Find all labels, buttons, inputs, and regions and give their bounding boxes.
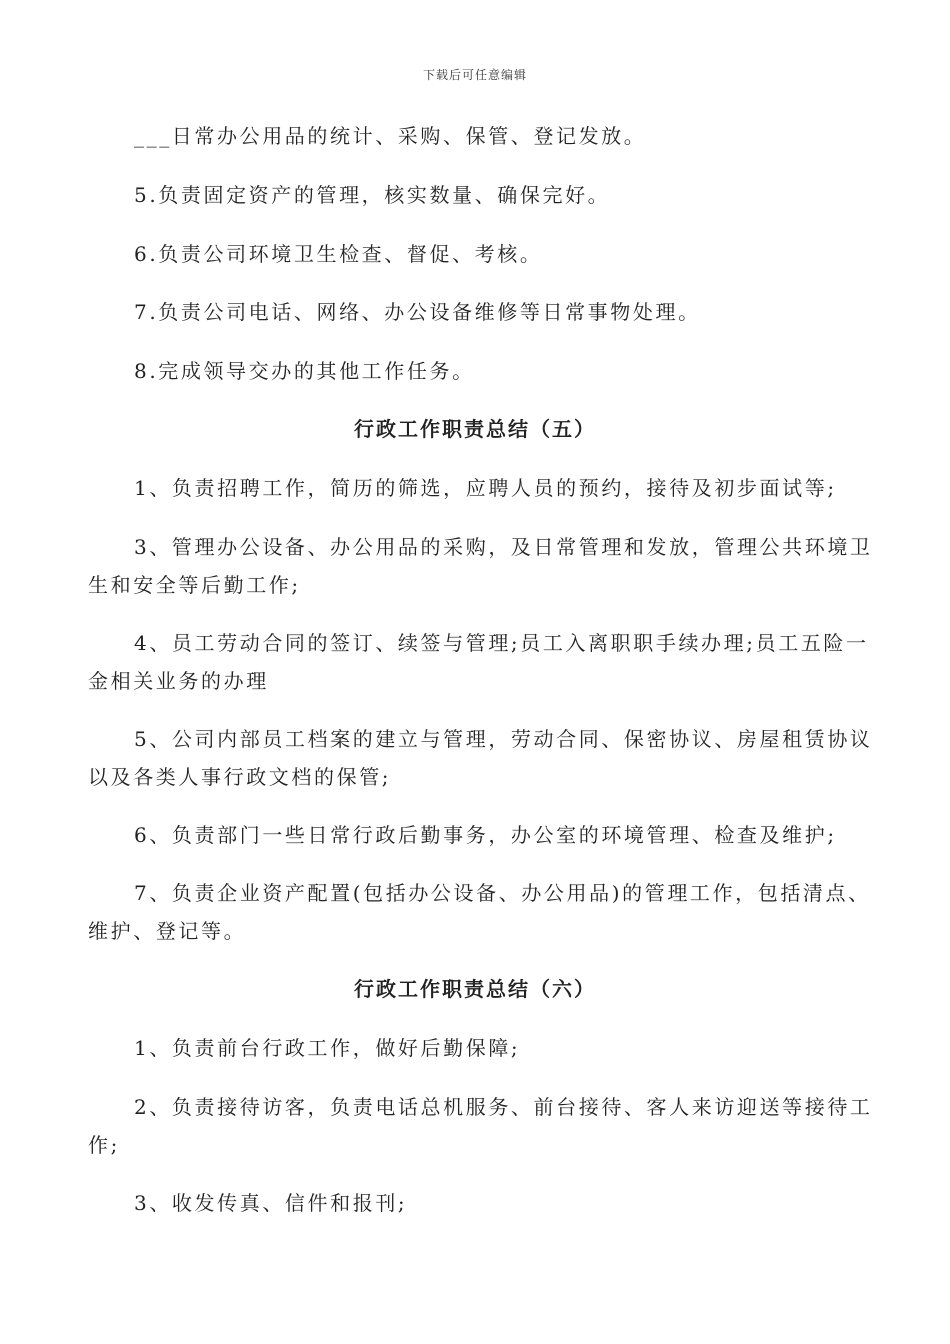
paragraph-line: 8.完成领导交办的其他工作任务。 [134,359,475,383]
paragraph-line: 1、负责前台行政工作，做好后勤保障; [134,1036,521,1060]
paragraph-line: 7、负责企业资产配置(包括办公设备、办公用品)的管理工作，包括清点、 [134,881,871,905]
header-note: 下载后可任意编辑 [422,68,527,82]
paragraph-line: 金相关业务的办理 [88,669,269,693]
paragraph-line: 6、负责部门一些日常行政后勤事务，办公室的环境管理、检查及维护; [134,823,837,847]
paragraph-line: 2、负责接待访客，负责电话总机服务、前台接待、客人来访迎送等接待工 [134,1095,873,1119]
paragraph-line: 3、管理办公设备、办公用品的采购，及日常管理和发放，管理公共环境卫 [134,535,873,559]
paragraph-line: 4、员工劳动合同的签订、续签与管理;员工入离职职手续办理;员工五险一 [134,631,869,655]
paragraph-line: 3、收发传真、信件和报刊; [134,1191,408,1215]
section-title: 行政工作职责总结（六） [354,977,596,1001]
paragraph-line: 作; [88,1133,120,1157]
paragraph-line: 维护、登记等。 [88,919,247,943]
section-title: 行政工作职责总结（五） [354,417,596,441]
paragraph-line: 以及各类人事行政文档的保管; [88,765,392,789]
paragraph-line: 5.负责固定资产的管理，核实数量、确保完好。 [134,183,611,207]
paragraph-line: 1、负责招聘工作，简历的筛选，应聘人员的预约，接待及初步面试等; [134,476,837,500]
paragraph-line: 5、公司内部员工档案的建立与管理，劳动合同、保密协议、房屋租赁协议 [134,727,873,751]
paragraph-line: 6.负责公司环境卫生检查、督促、考核。 [134,242,543,266]
paragraph-line: 生和安全等后勤工作; [88,573,301,597]
paragraph-line: ___日常办公用品的统计、采购、保管、登记发放。 [134,124,647,148]
paragraph-line: 7.负责公司电话、网络、办公设备维修等日常事物处理。 [134,300,701,324]
